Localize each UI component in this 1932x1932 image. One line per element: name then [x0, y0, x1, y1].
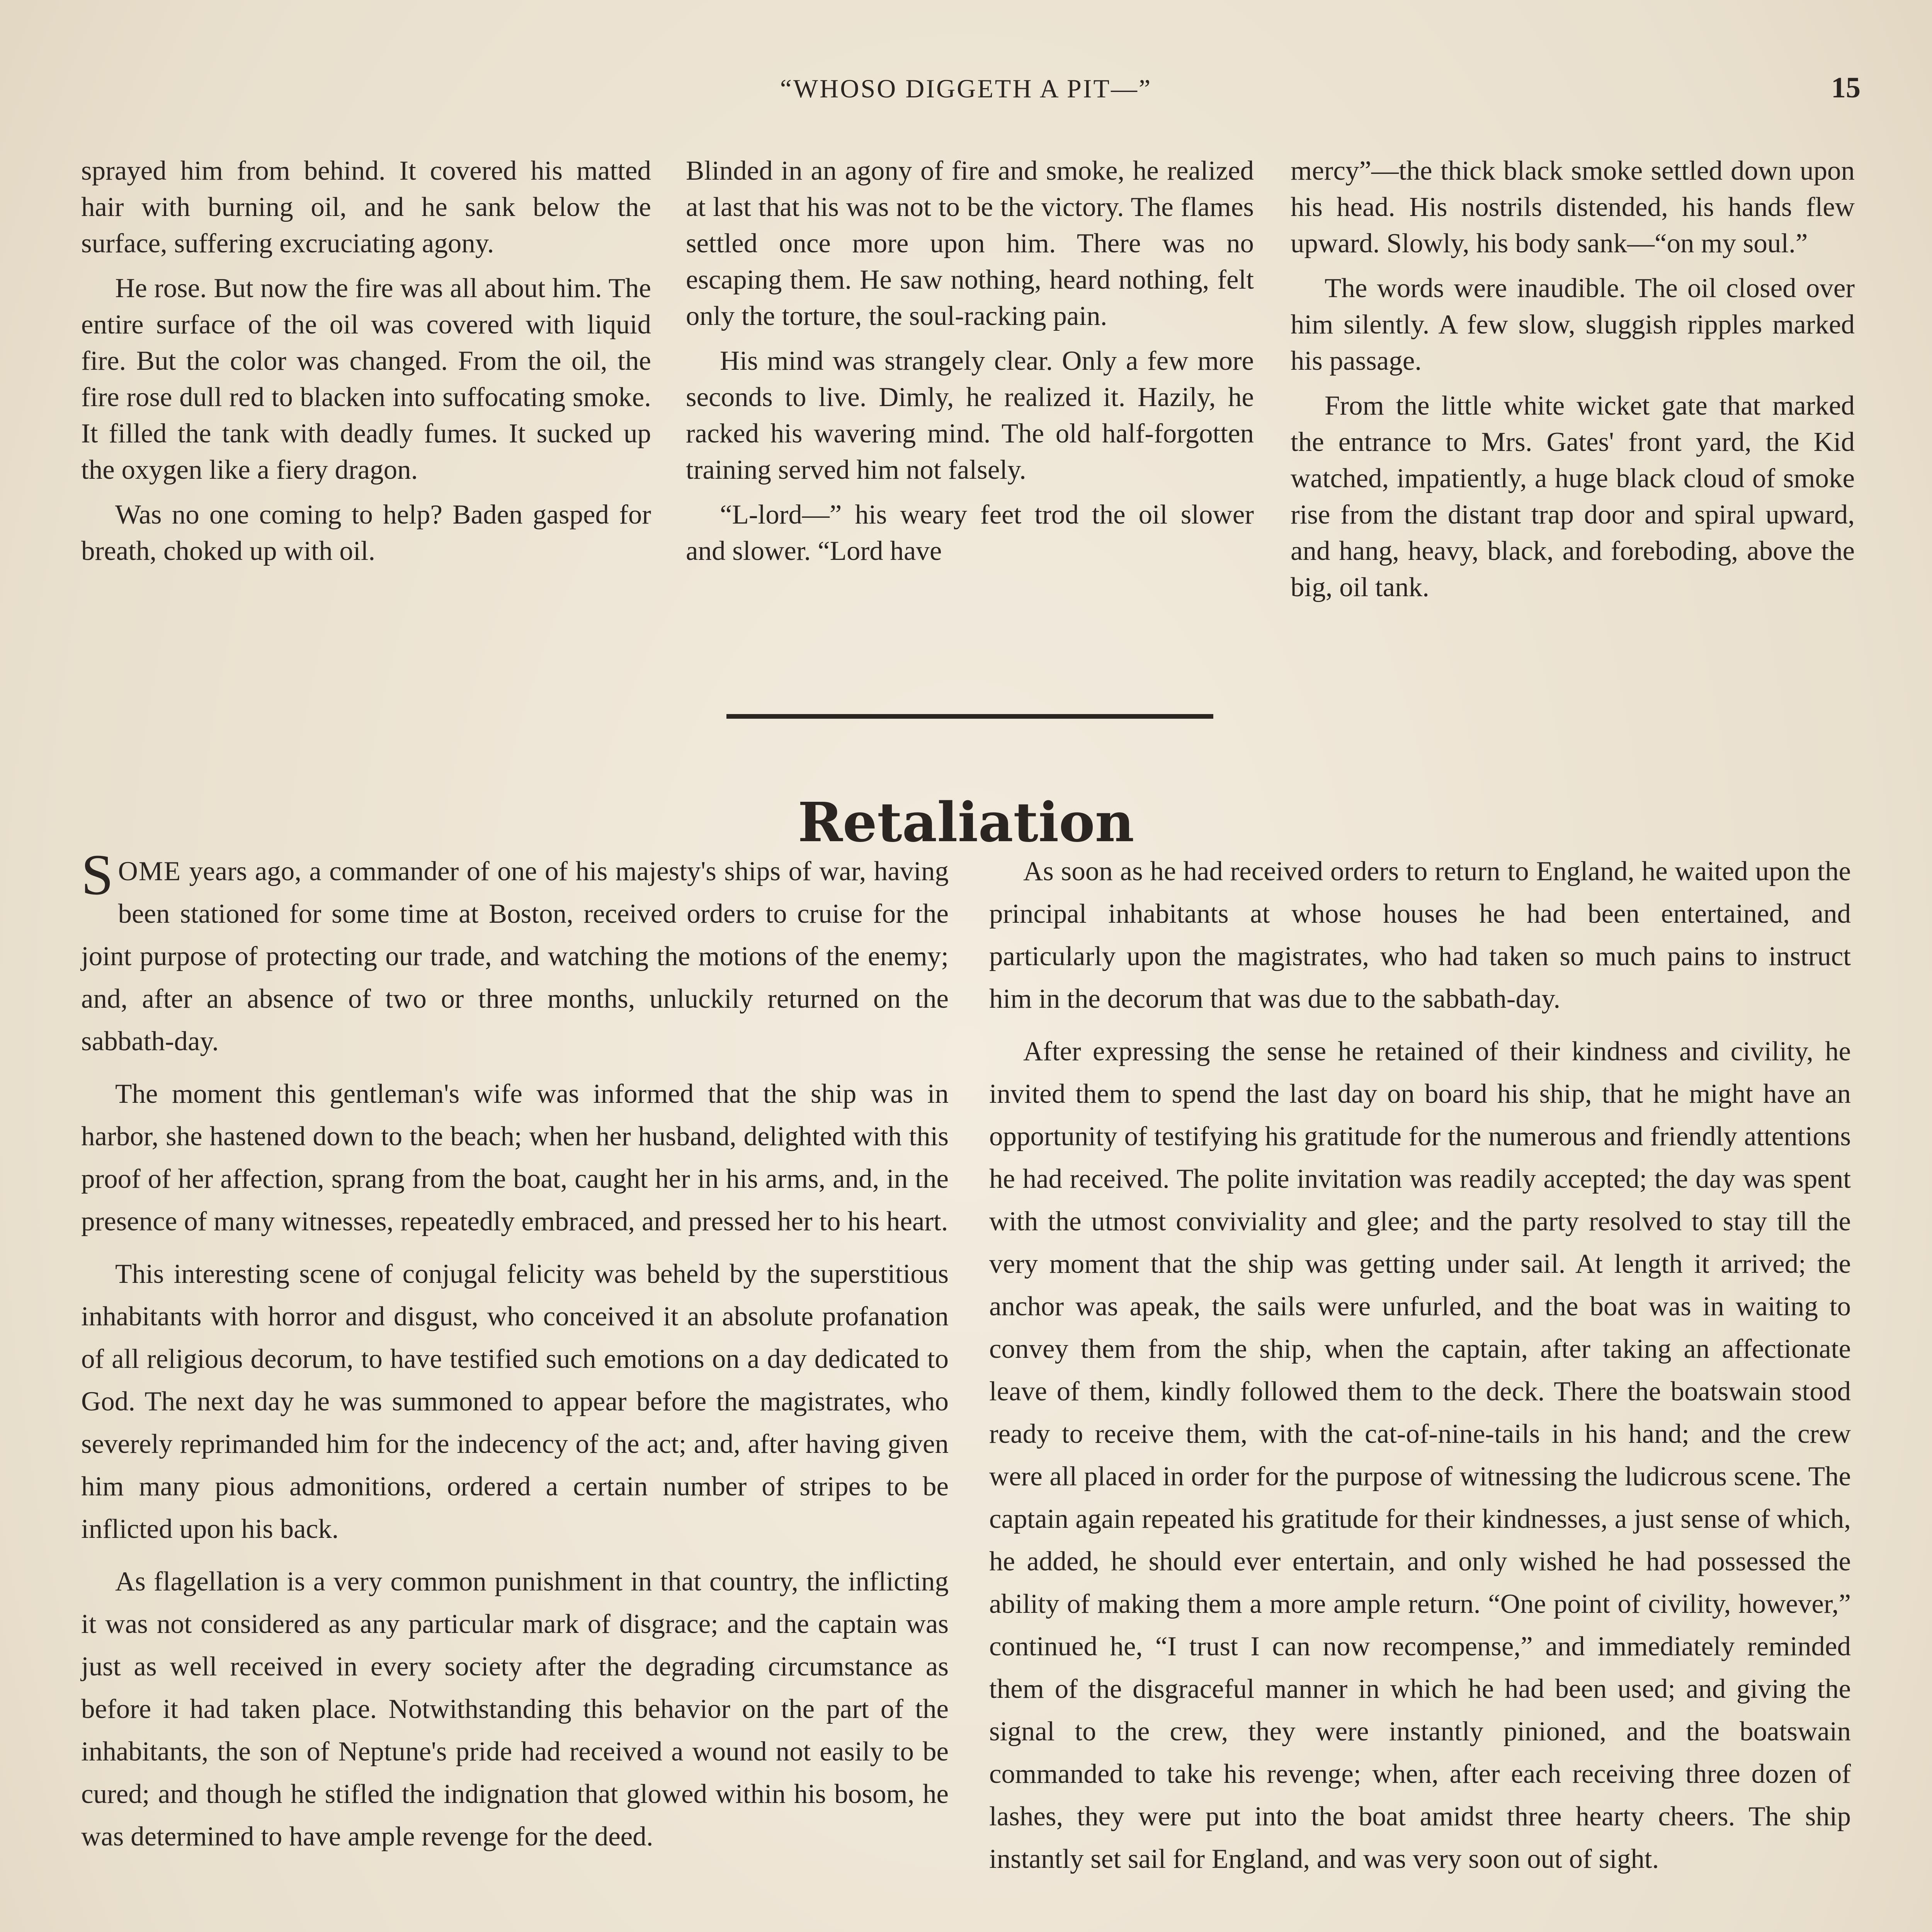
paragraph: After expressing the sense he retained of their kindness and civility, he invited them to spend the last day on board his ship, that he might have an opportunity of testifying his gratitude for the numerous and friendly attentions he had received. The polite invitation was readily accepted; the day was spent with the utmost conviviality and glee; and the party resolved to stay till the very moment that the ship was getting under sail. At length it arrived; the anchor was apeak, the sails were unfurled, and the boat was in waiting to convey them from the ship, when the captain, after taking an affectionate leave of them, kindly followed them to the deck. There the boatswain stood ready to receive them, with the cat-of-nine-tails in his hand; and the crew were all placed in order for the purpose of witnessing the ludicrous scene. The captain again repeated his gratitude for their kindnesses, a just sense of which, he added, he should ever entertain, and only wished he had possessed the ability of making them a more ample return. “One point of civility, however,” continued he, “I trust I can now recompense,” and immediately reminded them of the disgraceful manner in which he had been used; and giving the signal to the crew, they were instantly pinioned, and the boatswain commanded to take his revenge; when, after each receiving three dozen of lashes, they were put into the boat amidst three hearty cheers. The ship instantly set sail for England, and was very soon out of sight. — [989, 1036, 1851, 1874]
paragraph: The moment this gentleman's wife was informed that the ship was in harbor, she hastened down to the beach; when her husband, delighted with this proof of her affection, sprang from the boat, caught her in his arms, and, in the presence of many witnesses, repeatedly embraced, and pressed her to his heart. — [81, 1079, 949, 1236]
paragraph: sprayed him from behind. It covered his matted hair with burning oil, and he sank below the surface, suffering excruciating agony. — [81, 156, 651, 259]
article-column-2 — [989, 850, 1851, 1890]
paragraph: He rose. But now the fire was all about him. The entire surface of the oil was covered with liquid fire. But the color was changed. From the oil, the fire rose dull red to blacken into suffocating smoke. It filled the tank with deadly fumes. It sucked up the oxygen like a fiery dragon. — [81, 273, 651, 485]
article-title: Retaliation — [798, 791, 1134, 854]
paragraph: As flagellation is a very common punishment in that country, the inflicting it was not considered as any particular mark of disgrace; and the captain was just as well received in every society after the degrading circumstance as before it had taken place. Notwithstanding this behavior on the part of the inhabitants, the son of Neptune's pride had received a wound not easily to be cured; and though he stifled the indignation that glowed within his bosom, he was determined to have ample revenge for the deed. — [81, 1566, 949, 1852]
drop-cap: S — [81, 843, 114, 907]
paragraph: Blinded in an agony of fire and smoke, he realized at last that his was not to be the victory. The flames settled once more upon him. There was no escaping them. He saw nothing, heard nothing, felt only the torture, the soul-racking pain. — [686, 156, 1254, 331]
story-column-3 — [1291, 153, 1855, 614]
opening-text: years ago, a commander of one of his majesty's ships of war, having been stationed for some time at Boston, received orders to cruise for the joint purpose of protecting our trade, and watching the motions of the enemy; and, after an absence of two or three months, unluckily returned on the sabbath-day. — [81, 856, 949, 1056]
paragraph: As soon as he had received orders to return to England, he waited upon the principal inhabitants at whose houses he had been entertained, and particularly upon the magistrates, who had taken so much pains to instruct him in the decorum that was due to the sabbath-day. — [989, 856, 1851, 1014]
story-column-2 — [686, 153, 1254, 578]
paragraph: From the little white wicket gate that marked the entrance to Mrs. Gates' front yard, the Kid watched, impatiently, a huge black cloud of smoke rise from the distant trap door and spiral upward, and hang, heavy, black, and foreboding, above the big, oil tank. — [1291, 391, 1855, 602]
paragraph: The words were inaudible. The oil closed over him silently. A few slow, sluggish ripples marked his passage. — [1291, 273, 1855, 376]
story-column-1 — [81, 153, 651, 578]
paragraph: Was no one coming to help? Baden gasped for breath, choked up with oil. — [81, 500, 651, 566]
paragraph: mercy”—the thick black smoke settled down upon his head. His nostrils distended, his hands flew upward. Slowly, his body sank—“on my soul.” — [1291, 156, 1855, 259]
running-header: “WHOSO DIGGETH A PIT—” — [780, 74, 1152, 103]
page-number: 15 — [1831, 71, 1861, 104]
paragraph: His mind was strangely clear. Only a few more seconds to live. Dimly, he realized it. Hazily, he racked his wavering mind. The old half-forgotten training served him not falsely. — [686, 346, 1254, 485]
paragraph: “L-lord—” his weary feet trod the oil slower and slower. “Lord have — [686, 500, 1254, 566]
article-column-1 — [81, 843, 949, 1868]
opening-paragraph — [81, 843, 949, 1063]
opening-smallcaps: OME — [118, 856, 182, 886]
paragraph: This interesting scene of conjugal felicity was beheld by the superstitious inhabitants with horror and disgust, who conceived it an absolute profanation of all religious decorum, to have testified such emotions on a day dedicated to God. The next day he was summoned to appear before the magistrates, who severely reprimanded him for the indecency of the act; and, after having given him many pious admonitions, ordered a certain number of stripes to be inflicted upon his back. — [81, 1259, 949, 1544]
section-divider — [726, 714, 1213, 719]
